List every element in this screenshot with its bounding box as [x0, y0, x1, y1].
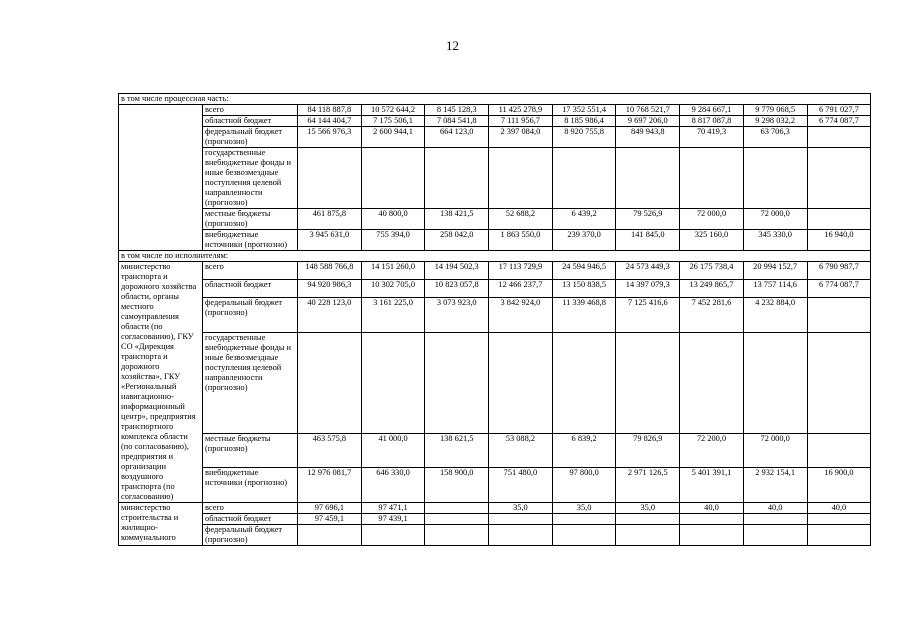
value-cell: 6 791 027,7 — [807, 105, 871, 116]
value-cell: 40 800,0 — [361, 209, 425, 230]
table-row — [119, 262, 871, 280]
value-cell: 9 284 667,1 — [680, 105, 744, 116]
executor-cell — [119, 105, 203, 251]
value-cell: 3 842 924,0 — [489, 298, 553, 333]
value-cell: 16 940,0 — [807, 230, 871, 251]
funding-source-label: всего — [203, 105, 298, 116]
value-cell: 94 920 986,3 — [298, 280, 362, 298]
value-cell: 8 185 986,4 — [552, 116, 616, 127]
table-row — [119, 514, 871, 525]
value-cell — [807, 433, 871, 468]
value-cell — [807, 298, 871, 333]
value-cell — [552, 525, 616, 546]
value-cell: 10 572 644,2 — [361, 105, 425, 116]
value-cell: 3 161 225,0 — [361, 298, 425, 333]
value-cell: 141 845,0 — [616, 230, 680, 251]
value-cell — [807, 514, 871, 525]
funding-source-label: всего — [203, 262, 298, 280]
value-cell — [552, 332, 616, 433]
value-cell: 72 000,0 — [743, 209, 807, 230]
value-cell: 40,0 — [807, 503, 871, 514]
funding-source-label: местные бюджеты (прогнозно) — [203, 433, 298, 468]
value-cell: 79 826,9 — [616, 433, 680, 468]
value-cell — [680, 148, 744, 209]
value-cell: 35,0 — [489, 503, 553, 514]
value-cell: 17 352 551,4 — [552, 105, 616, 116]
page-number: 12 — [446, 38, 459, 53]
value-cell — [616, 514, 680, 525]
funding-source-label: федеральный бюджет (прогнозно) — [203, 525, 298, 546]
value-cell: 35,0 — [616, 503, 680, 514]
value-cell — [743, 148, 807, 209]
value-cell — [807, 148, 871, 209]
table-row — [119, 468, 871, 503]
value-cell: 461 875,8 — [298, 209, 362, 230]
value-cell: 70 419,3 — [680, 127, 744, 148]
value-cell: 6 774 087,7 — [807, 116, 871, 127]
value-cell — [298, 148, 362, 209]
value-cell: 3 073 923,0 — [425, 298, 489, 333]
section-title: в том числе по исполнителям: — [119, 251, 871, 262]
funding-source-label: областной бюджет — [203, 280, 298, 298]
budget-table-body — [119, 94, 871, 546]
value-cell: 14 194 502,3 — [425, 262, 489, 280]
value-cell: 148 588 766,8 — [298, 262, 362, 280]
value-cell: 97 800,0 — [552, 468, 616, 503]
value-cell: 84 118 887,8 — [298, 105, 362, 116]
value-cell: 7 125 416,6 — [616, 298, 680, 333]
value-cell: 72 000,0 — [680, 209, 744, 230]
budget-table — [118, 93, 871, 546]
funding-source-label: федеральный бюджет (прогнозно) — [203, 298, 298, 333]
value-cell — [807, 209, 871, 230]
value-cell: 3 945 631,0 — [298, 230, 362, 251]
value-cell — [680, 514, 744, 525]
value-cell: 755 394,0 — [361, 230, 425, 251]
value-cell: 41 000,0 — [361, 433, 425, 468]
value-cell — [552, 148, 616, 209]
value-cell — [680, 525, 744, 546]
value-cell: 664 123,0 — [425, 127, 489, 148]
value-cell — [680, 332, 744, 433]
value-cell: 8 145 128,3 — [425, 105, 489, 116]
value-cell: 40,0 — [680, 503, 744, 514]
table-row — [119, 116, 871, 127]
value-cell: 79 526,9 — [616, 209, 680, 230]
value-cell — [361, 525, 425, 546]
value-cell: 2 600 944,1 — [361, 127, 425, 148]
value-cell — [425, 332, 489, 433]
table-row — [119, 230, 871, 251]
value-cell: 11 425 278,9 — [489, 105, 553, 116]
funding-source-label: государственные внебюджетные фонды и иные безвозмездные поступления целевой направленности (прогнозно) — [203, 148, 298, 209]
value-cell — [743, 332, 807, 433]
value-cell: 158 900,0 — [425, 468, 489, 503]
value-cell: 138 421,5 — [425, 209, 489, 230]
value-cell: 5 401 391,1 — [680, 468, 744, 503]
value-cell — [425, 525, 489, 546]
value-cell: 13 150 838,5 — [552, 280, 616, 298]
value-cell: 325 160,0 — [680, 230, 744, 251]
section-header-row — [119, 251, 871, 262]
value-cell: 72 200,0 — [680, 433, 744, 468]
value-cell: 63 706,3 — [743, 127, 807, 148]
value-cell — [807, 525, 871, 546]
value-cell: 6 439,2 — [552, 209, 616, 230]
value-cell — [743, 525, 807, 546]
value-cell — [616, 525, 680, 546]
table-row — [119, 105, 871, 116]
value-cell: 345 330,0 — [743, 230, 807, 251]
funding-source-label: внебюджетные источники (прогнозно) — [203, 468, 298, 503]
value-cell: 40,0 — [743, 503, 807, 514]
value-cell: 14 151 260,0 — [361, 262, 425, 280]
value-cell — [489, 332, 553, 433]
value-cell — [489, 525, 553, 546]
table-row — [119, 298, 871, 333]
value-cell — [361, 148, 425, 209]
funding-source-label: федеральный бюджет (прогнозно) — [203, 127, 298, 148]
value-cell: 6 774 087,7 — [807, 280, 871, 298]
value-cell: 8 920 755,8 — [552, 127, 616, 148]
value-cell — [807, 127, 871, 148]
funding-source-label: государственные внебюджетные фонды и иные безвозмездные поступления целевой направленности (прогнозно) — [203, 332, 298, 433]
value-cell — [616, 148, 680, 209]
funding-source-label: местные бюджеты (прогнозно) — [203, 209, 298, 230]
value-cell: 8 817 087,8 — [680, 116, 744, 127]
value-cell — [743, 514, 807, 525]
value-cell: 40 228 123,0 — [298, 298, 362, 333]
table-row — [119, 525, 871, 546]
value-cell: 11 339 468,8 — [552, 298, 616, 333]
funding-source-label: областной бюджет — [203, 116, 298, 127]
value-cell: 7 175 506,1 — [361, 116, 425, 127]
value-cell — [807, 332, 871, 433]
value-cell: 24 573 449,3 — [616, 262, 680, 280]
value-cell: 6 790 987,7 — [807, 262, 871, 280]
value-cell: 751 480,0 — [489, 468, 553, 503]
value-cell: 26 175 738,4 — [680, 262, 744, 280]
value-cell: 258 042,0 — [425, 230, 489, 251]
value-cell: 10 302 705,0 — [361, 280, 425, 298]
table-row — [119, 433, 871, 468]
value-cell: 463 575,8 — [298, 433, 362, 468]
value-cell: 97 459,1 — [298, 514, 362, 525]
value-cell: 53 088,2 — [489, 433, 553, 468]
executor-cell: министерство строительства и жилищно-коммунального — [119, 503, 203, 546]
value-cell: 13 249 865,7 — [680, 280, 744, 298]
value-cell: 52 688,2 — [489, 209, 553, 230]
value-cell: 35,0 — [552, 503, 616, 514]
value-cell: 97 439,1 — [361, 514, 425, 525]
value-cell: 12 466 237,7 — [489, 280, 553, 298]
value-cell — [425, 503, 489, 514]
value-cell: 4 232 884,0 — [743, 298, 807, 333]
table-row — [119, 148, 871, 209]
value-cell: 7 111 956,7 — [489, 116, 553, 127]
value-cell — [489, 514, 553, 525]
value-cell: 15 566 976,3 — [298, 127, 362, 148]
value-cell: 12 976 081,7 — [298, 468, 362, 503]
funding-source-label: внебюджетные источники (прогнозно) — [203, 230, 298, 251]
funding-source-label: всего — [203, 503, 298, 514]
value-cell: 10 823 057,8 — [425, 280, 489, 298]
table-row — [119, 127, 871, 148]
budget-table-wrapper — [118, 93, 870, 546]
section-header-row — [119, 94, 871, 105]
value-cell: 16 900,0 — [807, 468, 871, 503]
value-cell: 646 330,0 — [361, 468, 425, 503]
value-cell: 7 452 281,6 — [680, 298, 744, 333]
value-cell — [489, 148, 553, 209]
value-cell: 9 697 206,0 — [616, 116, 680, 127]
value-cell: 7 084 541,8 — [425, 116, 489, 127]
value-cell: 24 594 946,5 — [552, 262, 616, 280]
value-cell — [298, 332, 362, 433]
funding-source-label: областной бюджет — [203, 514, 298, 525]
value-cell — [425, 514, 489, 525]
value-cell: 10 768 521,7 — [616, 105, 680, 116]
value-cell: 6 839,2 — [552, 433, 616, 468]
value-cell — [552, 514, 616, 525]
value-cell: 97 696,1 — [298, 503, 362, 514]
value-cell: 9 298 032,2 — [743, 116, 807, 127]
value-cell: 97 471,1 — [361, 503, 425, 514]
value-cell — [298, 525, 362, 546]
executor-cell: министерство транспорта и дорожного хозяйства области, органы местного самоуправления области (по согласованию), ГКУ СО «Дирекция транспорта и дорожного хозяйства», ГКУ «Региональный навигационно-информационный центр», предприятия транспортного комплекса области (по согласованию), предприятия и организации воздушного транспорта (по согласованию) — [119, 262, 203, 503]
value-cell: 64 144 404,7 — [298, 116, 362, 127]
value-cell: 14 397 079,3 — [616, 280, 680, 298]
value-cell: 2 971 126,5 — [616, 468, 680, 503]
value-cell: 138 621,5 — [425, 433, 489, 468]
value-cell: 239 370,0 — [552, 230, 616, 251]
table-row — [119, 503, 871, 514]
value-cell: 13 757 114,6 — [743, 280, 807, 298]
table-row — [119, 280, 871, 298]
value-cell: 17 113 729,9 — [489, 262, 553, 280]
value-cell: 849 943,8 — [616, 127, 680, 148]
value-cell: 72 000,0 — [743, 433, 807, 468]
value-cell: 1 863 550,0 — [489, 230, 553, 251]
value-cell — [361, 332, 425, 433]
table-row — [119, 332, 871, 433]
value-cell — [425, 148, 489, 209]
value-cell: 2 932 154,1 — [743, 468, 807, 503]
value-cell — [616, 332, 680, 433]
section-title: в том числе процессная часть: — [119, 94, 871, 105]
value-cell: 2 397 084,0 — [489, 127, 553, 148]
table-row — [119, 209, 871, 230]
value-cell: 20 994 152,7 — [743, 262, 807, 280]
value-cell: 9 779 068,5 — [743, 105, 807, 116]
